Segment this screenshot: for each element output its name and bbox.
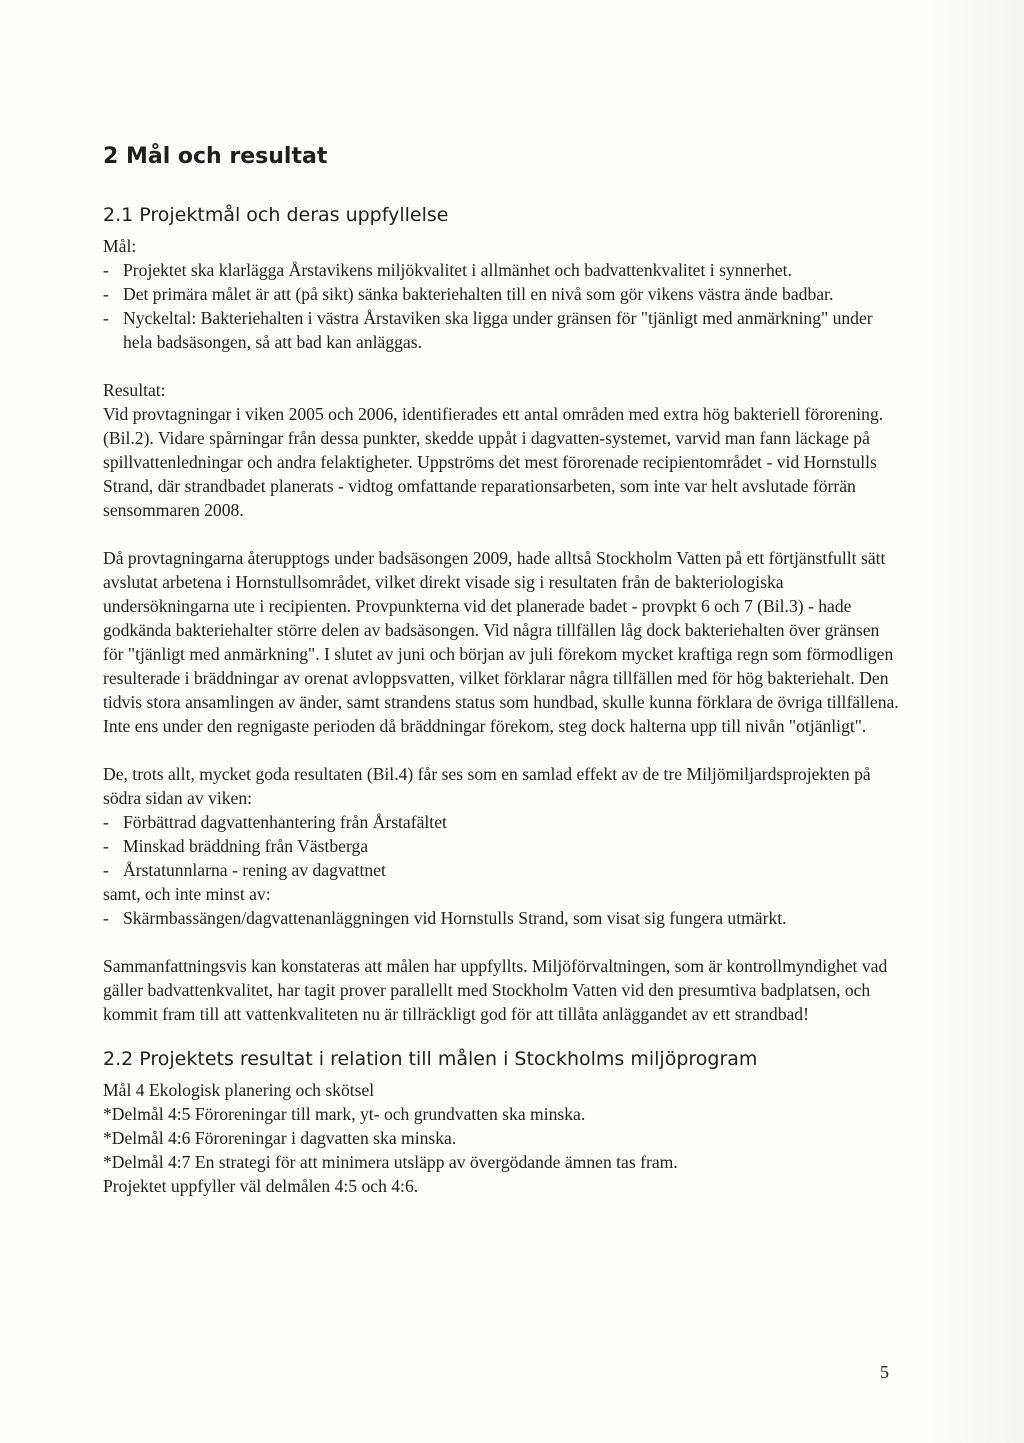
- also-list: [103, 906, 903, 930]
- goal-item: - Det primära målet är att (på sikt) sänka bakteriehalten till en nivå som gör vikens västra ände badbar.: [103, 282, 903, 306]
- projects-list: [103, 810, 903, 882]
- environment-goals-block: [103, 1078, 903, 1198]
- spacer: [103, 522, 903, 546]
- project-item: - Årstatunnlarna - rening av dagvattnet: [103, 858, 903, 882]
- page-content: [103, 140, 903, 1198]
- page-number: 5: [880, 1362, 889, 1382]
- spacer: [103, 1026, 903, 1044]
- goals-block: [103, 234, 903, 354]
- env-line: Mål 4 Ekologisk planering och skötsel: [103, 1080, 375, 1100]
- scan-edge-shadow: [928, 0, 1024, 1443]
- section-heading: 2 Mål och resultat: [103, 144, 328, 169]
- results-paragraph-1: Vid provtagningar i viken 2005 och 2006, identifierades ett antal områden med extra hög bakteriell förorening. (Bil.2). Vidare spårningar från dessa punkter, skedde uppåt i dagvatten-systemet, varvid man fann läckage på spillvattenledningar och andra felaktigheter. Uppströms det mest förorenade recipientområdet - vid Hornstulls Strand, där strandbadet planerats - vidtog omfattande reparationsarbeten, som inte var helt avslutade förrän sensommaren 2008.: [103, 404, 884, 520]
- env-line: *Delmål 4:6 Föroreningar i dagvatten ska minska.: [103, 1128, 457, 1148]
- project-item: - Förbättrad dagvattenhantering från Årstafältet: [103, 810, 903, 834]
- goals-list: [103, 258, 903, 354]
- results-paragraph-4: Sammanfattningsvis kan konstateras att målen har uppfyllts. Miljöförvaltningen, som är kontrollmyndighet vad gäller badvattenkvalitet, har tagit prover parallellt med Stockholm Vatten vid den presumtiva badplatsen, och kommit fram till att vattenkvaliteten nu är tillräckligt god för att tillåta anläggandet av ett strandbad!: [103, 956, 888, 1024]
- results-label: Resultat:: [103, 380, 166, 400]
- env-line: Projektet uppfyller väl delmålen 4:5 och 4:6.: [103, 1176, 419, 1196]
- env-line: *Delmål 4:5 Föroreningar till mark, yt- och grundvatten ska minska.: [103, 1104, 586, 1124]
- goals-label: Mål:: [103, 236, 137, 256]
- goal-item: - Projektet ska klarlägga Årstavikens miljökvalitet i allmänhet och badvattenkvalitet i synnerhet.: [103, 258, 903, 282]
- spacer: [103, 930, 903, 954]
- results-block: [103, 378, 903, 1026]
- subsection-heading-2-2: 2.2 Projektets resultat i relation till målen i Stockholms miljöprogram: [103, 1048, 758, 1070]
- spacer: [103, 738, 903, 762]
- env-line: *Delmål 4:7 En strategi för att minimera utsläpp av övergödande ämnen tas fram.: [103, 1152, 678, 1172]
- also-item: - Skärmbassängen/dagvattenanläggningen vid Hornstulls Strand, som visat sig fungera utmärkt.: [103, 906, 903, 930]
- goal-item: - Nyckeltal: Bakteriehalten i västra Årstaviken ska ligga under gränsen för "tjänligt med anmärkning" under hela badsäsongen, så att bad kan anläggas.: [103, 306, 903, 354]
- results-paragraph-3: De, trots allt, mycket goda resultaten (Bil.4) får ses som en samlad effekt av de tre Miljömiljardsprojekten på södra sidan av viken:: [103, 764, 871, 808]
- project-item: - Minskad bräddning från Västberga: [103, 834, 903, 858]
- also-label: samt, och inte minst av:: [103, 884, 271, 904]
- results-paragraph-2: Då provtagningarna återupptogs under badsäsongen 2009, hade alltså Stockholm Vatten på ett förtjänstfullt sätt avslutat arbetena i Hornstullsområdet, vilket direkt visade sig i resultaten från de bakteriologiska undersökningarna ute i recipienten. Provpunkterna vid det planerade badet - provpkt 6 och 7 (Bil.3) - hade godkända bakteriehalter större delen av badsäsongen. Vid några tillfällen låg dock bakteriehalten över gränsen för "tjänligt med anmärkning". I slutet av juni och början av juli förekom mycket kraftiga regn som förmodligen resulterade i bräddningar av orenat avloppsvatten, vilket förklarar några tillfällen med för hög bakteriehalt. Den tidvis stora ansamlingen av änder, samt strandens status som hundbad, skulle kunna förklara de övriga tillfällena. Inte ens under den regnigaste perioden då bräddningar förekom, steg dock halterna upp till nivån "otjänligt".: [103, 548, 899, 736]
- subsection-heading-2-1: 2.1 Projektmål och deras uppfyllelse: [103, 204, 449, 226]
- spacer: [103, 354, 903, 378]
